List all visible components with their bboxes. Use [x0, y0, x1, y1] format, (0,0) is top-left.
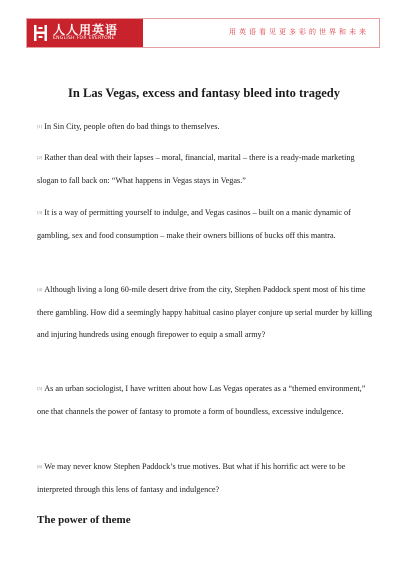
- page-header: [26, 18, 380, 48]
- paragraph-number: [4]: [37, 287, 43, 292]
- paragraph-1: [37, 116, 373, 139]
- paragraph-2: [37, 147, 373, 192]
- paragraph-5: [37, 378, 373, 423]
- logo-text-cn: 人人用英语: [53, 23, 119, 37]
- paragraph-4: [37, 279, 373, 347]
- paragraph-number: [3]: [37, 210, 43, 215]
- paragraph-number: [2]: [37, 155, 43, 160]
- paragraph-text: As an urban sociologist, I have written about how Las Vegas operates as a “themed environment,” one that channels the power of fantasy to promote a form of boundless, excessive indulgence.: [37, 384, 366, 416]
- paragraph-text: Rather than deal with their lapses – moral, financial, marital – there is a ready-made marketing slogan to fall back on: “What happens in Vegas stays in Vegas.”: [37, 153, 355, 185]
- logo-text-en: ENGLISH FOR EVERYONE: [53, 36, 115, 41]
- paragraph-number: [1]: [37, 124, 43, 129]
- paragraph-6: [37, 456, 373, 501]
- brand-logo: [27, 19, 143, 47]
- paragraph-text: We may never know Stephen Paddock’s true motives. But what if his horrific act were to be interpreted through this lens of fantasy and indulgence?: [37, 462, 346, 494]
- paragraph-text: It is a way of permitting yourself to indulge, and Vegas casinos – built on a manic dynamic of gambling, sex and food consumption – make their owners billions of bucks off this mantra.: [37, 208, 351, 240]
- paragraph-number: [5]: [37, 386, 43, 391]
- paragraph-number: [6]: [37, 464, 43, 469]
- paragraph-3: [37, 202, 373, 247]
- paragraph-text: Although living a long 60-mile desert drive from the city, Stephen Paddock spent most of his time there gambling. How did a seemingly happy habitual casino player conjure up serial murder by killing and injuring hundreds using enough firepower to equip a small army?: [37, 285, 373, 339]
- paragraph-text: In Sin City, people often do bad things to themselves.: [44, 122, 220, 131]
- logo-mark-icon: [33, 24, 48, 42]
- article-title: In Las Vegas, excess and fantasy bleed into tragedy: [68, 86, 340, 100]
- header-slogan: 用英语看见更多彩的世界和未来: [229, 28, 369, 36]
- section-heading: The power of theme: [37, 514, 131, 526]
